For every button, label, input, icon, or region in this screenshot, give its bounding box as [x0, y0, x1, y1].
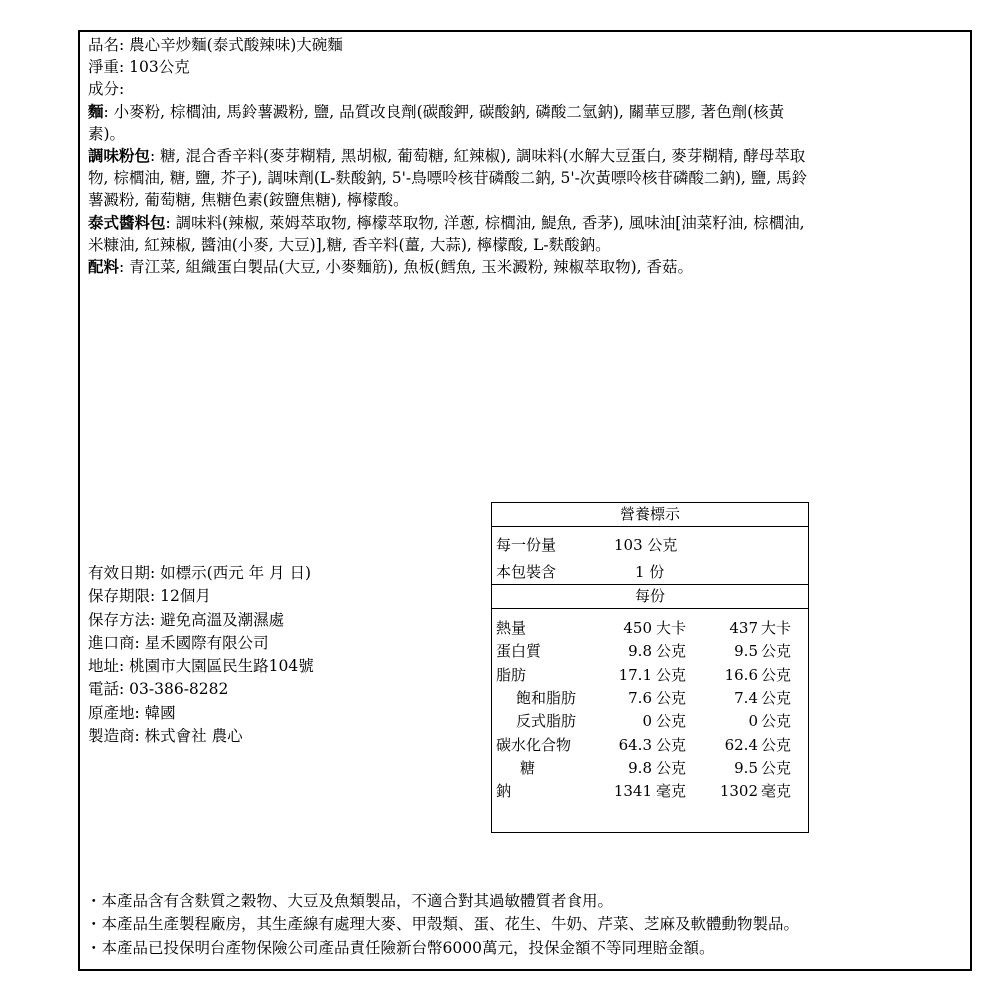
- sauce-ingredients: [88, 212, 808, 256]
- per-100g-unit: 公克: [761, 665, 792, 684]
- notes: [86, 890, 799, 960]
- per-serving-value: 7.6: [628, 688, 652, 707]
- per-serving-value: 9.8: [628, 642, 652, 661]
- ingredients-heading: 成分:: [88, 80, 125, 99]
- per-100g-value: 9.5: [734, 758, 758, 777]
- nutrient-name: 蛋白質: [496, 642, 542, 661]
- per-100g-unit: 公克: [761, 688, 792, 707]
- serving-size-row: [492, 534, 808, 557]
- per-serving-unit: 公克: [656, 735, 687, 754]
- importer: 進口商: 星禾國際有限公司: [88, 633, 269, 652]
- per-100g-value: 0: [748, 712, 758, 731]
- per-serving-value: 17.1: [618, 665, 652, 684]
- per-serving-value: 1341: [613, 782, 652, 801]
- nutrient-name: 碳水化合物: [496, 735, 572, 754]
- per-serving-value: 64.3: [618, 735, 652, 754]
- garnish-ingredients: [88, 256, 808, 278]
- per-serving-label: 每份: [492, 585, 808, 609]
- servings-row: [492, 561, 808, 585]
- per-serving-value: 450: [623, 619, 652, 637]
- net-weight: 淨重: 103公克: [88, 58, 190, 77]
- servings-label: 本包裝含: [496, 563, 557, 581]
- expiry-date: 有效日期: 如標示(西元 年 月 日): [88, 564, 312, 582]
- ingredients-section: [88, 34, 808, 278]
- nutrition-title: 營養標示: [492, 503, 808, 527]
- shelf-life: 保存期限: 12個月: [88, 587, 211, 606]
- nutrition-row: [492, 757, 808, 780]
- garnish-label: 配料: [88, 257, 120, 277]
- nutrient-name: 脂肪: [496, 665, 527, 684]
- nutrition-row: [492, 617, 808, 640]
- per-serving-value: 0: [642, 712, 652, 731]
- nutrition-row: [492, 780, 808, 803]
- seasoning-label: 調味粉包: [88, 146, 151, 166]
- per-100g-unit: 公克: [761, 758, 792, 777]
- per-serving-unit: 大卡: [656, 619, 687, 637]
- nutrient-name: 糖: [520, 758, 536, 777]
- per-serving-unit: 毫克: [656, 782, 687, 801]
- per-serving-unit: 公克: [656, 642, 687, 661]
- nutrient-name: 反式脂肪: [516, 712, 577, 731]
- per-100g-value: 7.4: [734, 688, 758, 707]
- per-100g-unit: 大卡: [761, 619, 792, 637]
- noodle-ingredients: [88, 101, 808, 145]
- garnish-text: : 青江菜, 組織蛋白製品(大豆, 小麥麵筋), 魚板(鱈魚, 玉米澱粉, 辣椒萃取物), 香菇。: [119, 258, 693, 277]
- noodle-label: 麵: [88, 101, 104, 121]
- per-serving-unit: 公克: [656, 688, 687, 707]
- serving-size-value: 103 公克: [614, 536, 678, 554]
- servings-value: 1 份: [635, 563, 665, 581]
- nutrition-row: [492, 734, 808, 757]
- per-100g-value: 16.6: [724, 665, 758, 684]
- product-info: [88, 562, 314, 748]
- allergen-note: ・本產品含有含麩質之穀物、大豆及魚類製品，不適合對其過敏體質者食用。: [86, 892, 614, 910]
- per-serving-unit: 公克: [656, 665, 687, 684]
- manufacturer: 製造商: 株式會社 農心: [88, 727, 243, 746]
- nutrition-table: [491, 502, 809, 833]
- per-serving-unit: 公克: [656, 712, 687, 731]
- per-100g-value: 62.4: [724, 735, 758, 754]
- seasoning-text: : 糖, 混合香辛料(麥芽糊精, 黑胡椒, 葡萄糖, 紅辣椒), 調味料(水解大豆蛋白, 麥芽糊精, 酵母萃取物, 棕櫚油, 糖, 鹽, 芥子), 調味劑(L-麩酸鈉, 5'-鳥嘌呤核苷磷酸二鈉, 5'-次黃嘌呤核苷磷酸二鈉), 鹽, 馬鈴薯澱粉, 葡萄糖, 焦糖色素(銨鹽焦糖), 檸檬酸。: [88, 147, 808, 210]
- per-100g-value: 1302: [719, 782, 758, 801]
- nutrition-row: [492, 687, 808, 710]
- per-serving-value: 9.8: [628, 758, 652, 777]
- nutrition-row: [492, 640, 808, 663]
- nutrition-row: [492, 664, 808, 687]
- address: 地址: 桃園市大園區民生路104號: [88, 657, 314, 676]
- phone: 電話: 03-386-8282: [88, 680, 229, 699]
- nutrient-name: 鈉: [496, 782, 512, 801]
- product-name: 品名: 農心辛炒麵(泰式酸辣味)大碗麵: [88, 36, 343, 54]
- sauce-label: 泰式醬料包: [88, 212, 166, 232]
- nutrient-name: 飽和脂肪: [516, 688, 577, 707]
- serving-size-label: 每一份量: [496, 536, 557, 554]
- sauce-text: : 調味料(辣椒, 萊姆萃取物, 檸檬萃取物, 洋蔥, 棕櫚油, 鯷魚, 香茅), 風味油[油菜籽油, 棕櫚油, 米糠油, 紅辣椒, 醬油(小麥, 大豆)],糖, 香辛料(薑, 大蒜), 檸檬酸, L-麩酸鈉。: [88, 213, 805, 254]
- nutrient-name: 熱量: [496, 619, 527, 637]
- per-100g-value: 9.5: [734, 642, 758, 661]
- storage-method: 保存方法: 避免高溫及潮濕處: [88, 610, 285, 629]
- per-serving-unit: 公克: [656, 758, 687, 777]
- nutrition-row: [492, 710, 808, 733]
- per-100g-unit: 公克: [761, 642, 792, 661]
- noodle-text: : 小麥粉, 棕櫚油, 馬鈴薯澱粉, 鹽, 品質改良劑(碳酸鉀, 碳酸鈉, 磷酸二氫鈉), 關華豆膠, 著色劑(核黃素)。: [88, 102, 785, 143]
- per-100g-unit: 毫克: [761, 782, 792, 801]
- production-note: ・本產品生產製程廠房，其生產線有處理大麥、甲殼類、蛋、花生、牛奶、芹菜、芝麻及軟體動物製品。: [86, 915, 800, 934]
- per-100g-unit: 公克: [761, 712, 792, 731]
- per-100g-value: 437: [729, 619, 758, 637]
- insurance-note: ・本產品已投保明台產物保險公司產品責任險新台幣6000萬元，投保金額不等同理賠金額。: [86, 938, 715, 957]
- per-100g-unit: 公克: [761, 735, 792, 754]
- origin: 原產地: 韓國: [88, 703, 176, 722]
- seasoning-ingredients: [88, 145, 808, 212]
